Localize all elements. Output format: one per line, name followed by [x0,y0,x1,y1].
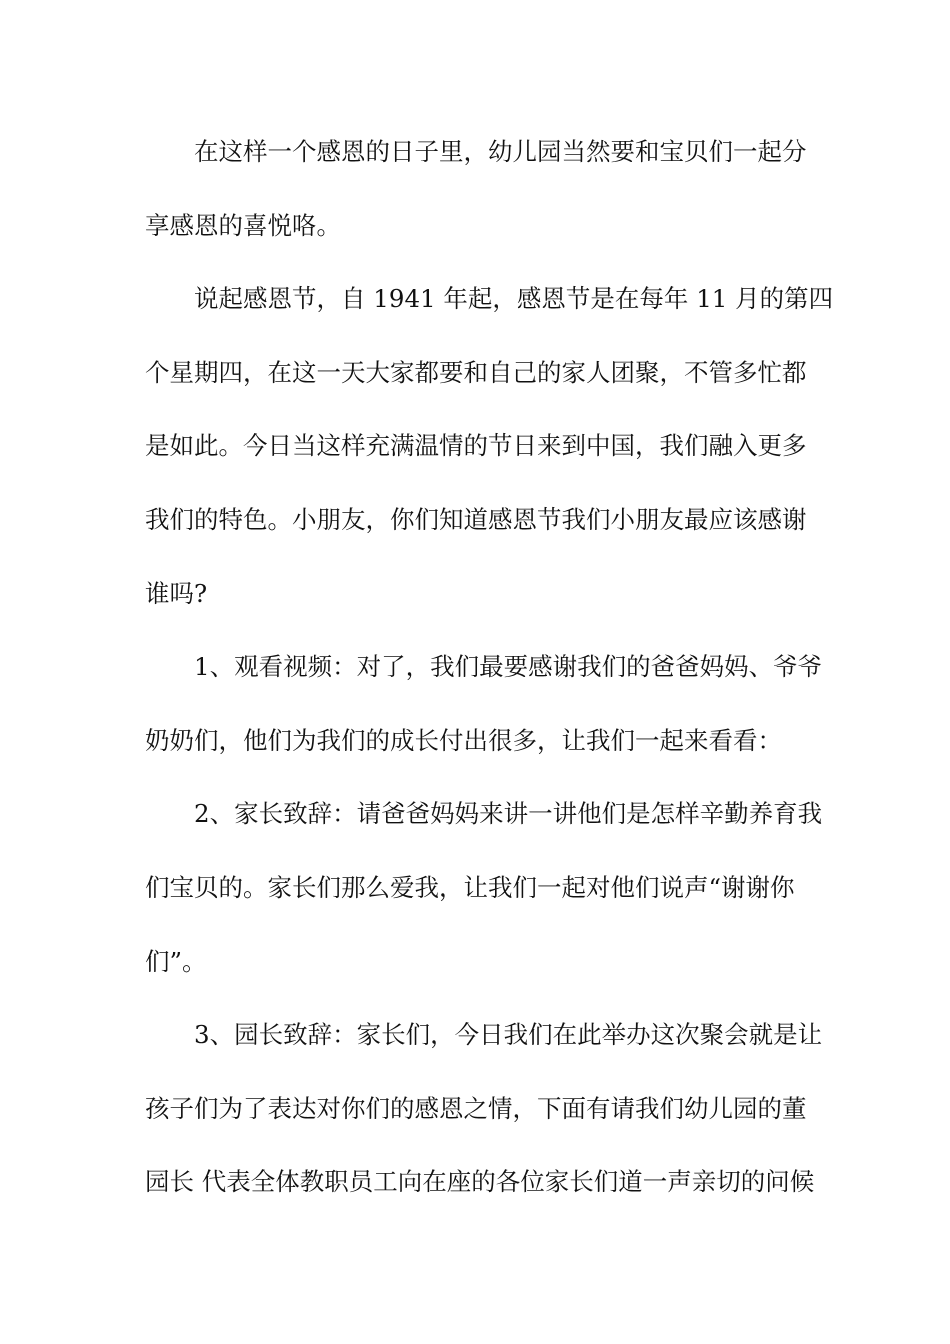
paragraph-line: 奶奶们，他们为我们的成长付出很多，让我们一起来看看： [145,725,782,755]
paragraph-line: 享感恩的喜悦咯。 [145,210,341,240]
paragraph-line: 2、家长致辞：请爸爸妈妈来讲一讲他们是怎样辛勤养育我 [194,799,823,829]
paragraph-line: 是如此。今日当这样充满温情的节日来到中国，我们融入更多 [145,431,807,461]
paragraph-line: 们”。 [145,946,207,976]
paragraph-line: 园长 代表全体教职员工向在座的各位家长们道一声亲切的问候 [145,1167,815,1197]
paragraph-line: 我们的特色。小朋友，你们知道感恩节我们小朋友最应该感谢 [145,504,807,534]
paragraph-line: 谁吗? [145,578,208,608]
paragraph-line: 们宝贝的。家长们那么爱我，让我们一起对他们说声“谢谢你 [145,872,795,902]
paragraph-line: 说起感恩节，自 1941 年起，感恩节是在每年 11 月的第四 [194,284,834,314]
paragraph-line: 个星期四，在这一天大家都要和自己的家人团聚，不管多忙都 [145,357,807,387]
document-body [145,126,834,1230]
paragraph-line: 1、观看视频：对了，我们最要感谢我们的爸爸妈妈、爷爷 [194,652,823,682]
paragraph-line: 3、园长致辞：家长们，今日我们在此举办这次聚会就是让 [194,1020,823,1050]
paragraph-line: 孩子们为了表达对你们的感恩之情，下面有请我们幼儿园的董 [145,1093,807,1123]
paragraph-line: 在这样一个感恩的日子里，幼儿园当然要和宝贝们一起分 [194,137,807,166]
